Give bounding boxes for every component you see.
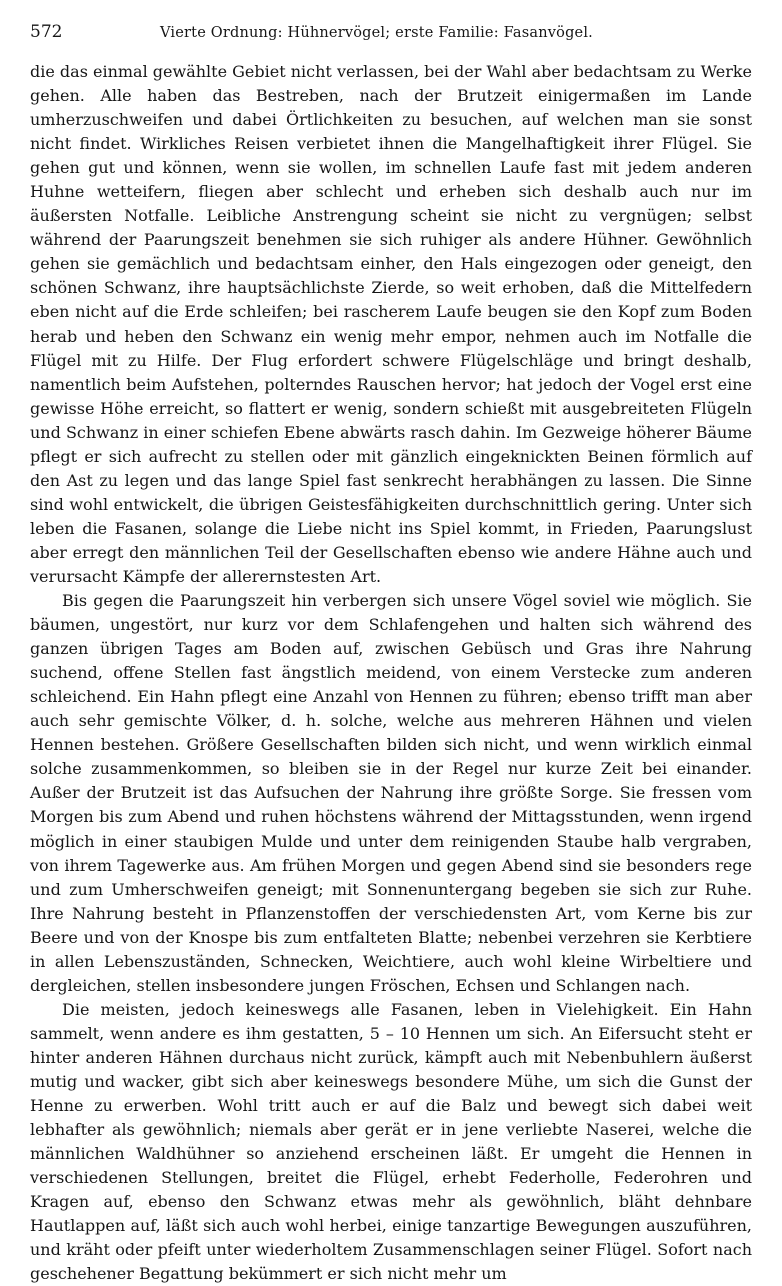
paragraph-mating: Die meisten, jedoch keineswegs alle Fasanen, leben in Vielehigkeit. Ein Hahn sammelt, wenn andere es ihm gestatten, 5 – 10 Hennen um sich. An Eifersucht steht er hinter anderen Hähnen durchaus nicht zurück, kämpft auch mit Nebenbuhlern äußerst mutig und wacker, gibt sich aber keineswegs besondere Mühe, um sich die Gunst der Henne zu erwerben. Wohl tritt auch er auf die Balz und bewegt sich dabei weit lebhafter als gewöhnlich; niemals aber gerät er in jene verliebte Naserei, welche die männlichen Waldhühner so anziehend erscheinen läßt. Er umgeht die Hennen in verschiedenen Stellungen, breitet die Flügel, erhebt Federholle, Federohren und Kragen auf, ebenso den Schwanz etwas mehr als gewöhnlich, bläht dehnbare Hautlappen auf, läßt sich auch wohl herbei, einige tanzartige Bewegungen auszuführen, und kräht oder pfeift unter wiederholtem Zusammenschlagen seiner Flügel. Sofort nach geschehener Begattung bekümmert er sich nicht mehr um bbox=[30, 999, 752, 1284]
page-number: 572 bbox=[30, 22, 63, 42]
body-text bbox=[30, 60, 752, 1286]
running-head: Vierte Ordnung: Hühnervögel; erste Familie: Fasanvögel. bbox=[160, 25, 593, 41]
page-header bbox=[30, 22, 752, 52]
paragraph-continuation: die das einmal gewählte Gebiet nicht verlassen, bei der Wahl aber bedachtsam zu Werke gehen. Alle haben das Bestreben, nach der Brutzeit einigermaßen im Lande umherzuschweifen und dabei Örtlichkeiten zu besuchen, auf welchen man sie sonst nicht findet. Wirkliches Reisen verbietet ihnen die Mangelhaftigkeit ihrer Flügel. Sie gehen gut und können, wenn sie wollen, im schnellen Laufe fast mit jedem anderen Huhne wetteifern, fliegen aber schlecht und erheben sich deshalb auch nur im äußersten Notfalle. Leibliche Anstrengung scheint sie nicht zu vergnügen; selbst während der Paarungszeit benehmen sie sich ruhiger als andere Hühner. Gewöhnlich gehen sie gemächlich und bedachtsam einher, den Hals eingezogen oder geneigt, den schönen Schwanz, ihre hauptsächlichste Zierde, so weit erhoben, daß die Mittelfedern eben nicht auf die Erde schleifen; bei rascherem Laufe beugen sie den Kopf zum Boden herab und heben den Schwanz ein wenig mehr empor, nehmen auch im Notfalle die Flügel mit zu Hilfe. Der Flug erfordert schwere Flügelschläge und bringt deshalb, namentlich beim Aufstehen, polterndes Rauschen hervor; hat jedoch der Vogel erst eine gewisse Höhe erreicht, so flattert er wenig, sondern schießt mit ausgebreiteten Flügeln und Schwanz in einer schiefen Ebene abwärts rasch dahin. Im Gezweige höherer Bäume pflegt er sich aufrecht zu stellen oder mit gänzlich eingeknickten Beinen förmlich auf den Ast zu legen und das lange Spiel fast senkrecht herabhängen zu lassen. Die Sinne sind wohl entwickelt, die übrigen Geistesfähigkeiten durchschnittlich gering. Unter sich leben die Fasanen, solange die Liebe nicht ins Spiel kommt, in Frieden, Paarungslust aber erregt den männlichen Teil der Gesellschaften ebenso wie andere Hähne auch und verursacht Kämpfe der allerernstesten Art. bbox=[30, 62, 753, 586]
paragraph-behaviour: Bis gegen die Paarungszeit hin verbergen sich unsere Vögel soviel wie möglich. Sie bäumen, ungestört, nur kurz vor dem Schlafengehen und halten sich während des ganzen übrigen Tages am Boden auf, zwischen Gebüsch und Gras ihre Nahrung suchend, offene Stellen fast ängstlich meidend, von einem Verstecke zum anderen schleichend. Ein Hahn pflegt eine Anzahl von Hennen zu führen; ebenso trifft man aber auch sehr gemischte Völker, d. h. solche, welche aus mehreren Hähnen und vielen Hennen bestehen. Größere Gesellschaften bilden sich nicht, und wenn wirklich einmal solche zusammenkommen, so bleiben sie in der Regel nur kurze Zeit bei einander. Außer der Brutzeit ist das Aufsuchen der Nahrung ihre größte Sorge. Sie fressen vom Morgen bis zum Abend und ruhen höchstens während der Mittagsstunden, wenn irgend möglich in einer staubigen Mulde und unter dem reinigenden Staube halb vergraben, von ihrem Tagewerke aus. Am frühen Morgen und gegen Abend sind sie besonders rege und zum Umherschweifen geneigt; mit Sonnenuntergang begeben sie sich zur Ruhe. Ihre Nahrung besteht in Pflanzenstoffen der verschiedensten Art, vom Kerne bis zur Beere und von der Knospe bis zum entfalteten Blatte; nebenbei verzehren sie Kerbtiere in allen Lebenszuständen, Schnecken, Weichtiere, auch wohl kleine Wirbeltiere und dergleichen, stellen insbesondere jungen Fröschen, Echsen und Schlangen nach. bbox=[30, 591, 752, 995]
